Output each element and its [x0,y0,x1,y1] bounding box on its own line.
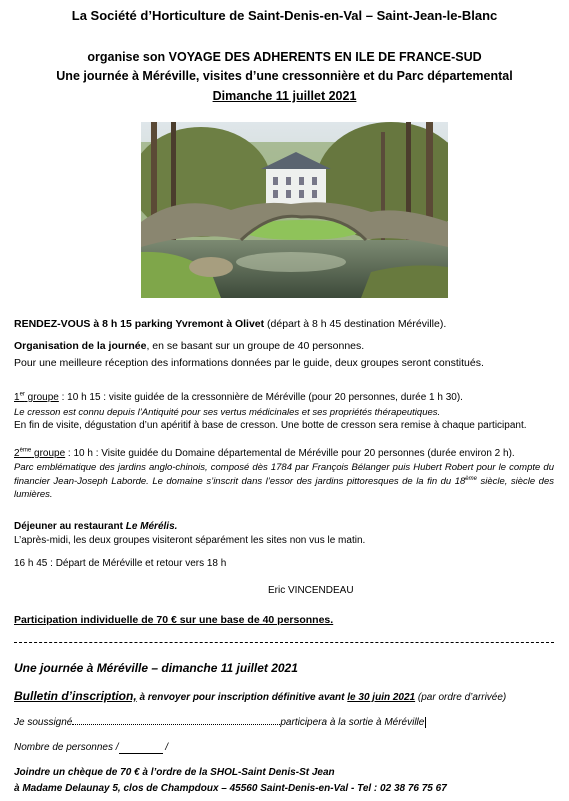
soussigne-line [14,717,426,728]
trip-date-wrap [0,89,569,103]
group1-num: 1 [14,392,20,403]
organisation-line [14,340,554,353]
rendezvous-bold: RENDEZ-VOUS à 8 h 15 parking Yvremont à Olivet [14,318,265,330]
group1-word: groupe [24,392,59,403]
departure-line: 16 h 45 : Départ de Méréville et retour vers 18 h [14,558,227,569]
organisation-bold: Organisation de la journée [14,340,147,352]
group1-text: : 10 h 15 : visite guidée de la cressonnière de Méréville (pour 20 personnes, durée 1 h 30). [58,392,463,403]
lunch-line [14,520,554,533]
group2-sup: ème [19,447,32,454]
group1-sup: er [19,391,25,398]
signature: Eric VINCENDEAU [268,585,354,596]
rendezvous-line [14,318,554,331]
group1-italic: Le cresson est connu depuis l’Antiquité pour ses vertus médicinales et ses propriétés thérapeutiques. [14,407,441,418]
participation: Participation individuelle de 70 € sur une base de 40 personnes. [14,614,334,626]
nombre-label: Nombre de personnes / [14,742,119,753]
society-title: La Société d’Horticulture de Saint-Denis-en-Val – Saint-Jean-le-Blanc [71,8,498,23]
form-title: Une journée à Méréville – dimanche 11 juillet 2021 [14,661,298,675]
lunch-bold: Déjeuner au restaurant [14,521,126,532]
group2-italic [14,461,554,502]
group2-text: : 10 h : Visite guidée du Domaine départemental de Méréville pour 20 personnes (durée environ 2 h). [65,448,515,459]
cheque-line1: Joindre un chèque de 70 € à l’ordre de la SHOL-Saint Denis-St Jean [14,767,335,778]
lunch-restaurant: Le Mérélis. [125,521,178,532]
group1-line3: En fin de visite, dégustation d’un apéritif à base de cresson. Une botte de cresson sera remise à chaque participant. [14,420,527,431]
organisation-line2: Pour une meilleure réception des informations données par le guide, deux groupes seront constitués. [14,357,484,369]
participation-wrap [14,614,554,627]
trip-subtitle: Une journée à Méréville, visites d’une cressonnière et du Parc départemental [56,69,513,83]
group2-italic-sup: ème [465,475,477,482]
persons-count-field[interactable] [119,742,163,754]
organisation-rest: , en se basant sur un groupe de 40 personnes. [146,340,365,352]
bulletin-note: (par ordre d’arrivée) [415,692,507,703]
text-cursor [425,717,426,728]
trip-announcement: organise son VOYAGE DES ADHERENTS EN ILE DE FRANCE-SUD [87,50,482,64]
trip-date: Dimanche 11 juillet 2021 [212,89,357,103]
soussigne-label: Je soussigné [14,717,73,728]
rendezvous-rest: (départ à 8 h 45 destination Méréville). [264,318,447,330]
soussigne-suffix: participera à la sortie à Méréville [280,717,425,728]
group2-word: groupe [31,448,66,459]
group1-line [14,391,554,404]
group2-num: 2 [14,448,20,459]
group2-italic-a: Parc emblématique des jardins anglo-chinois, composé dès 1784 par François Bélanger puis Hubert Robert pour le compte du financier Jean-Joseph Laborde. Le domaine s’inscrit dans l’essor des jardins pittoresques de la fin du 18 [14,462,554,487]
bulletin-text: à renvoyer pour inscription définitive avant [136,692,348,703]
cheque-line2: à Madame Delaunay 5, clos de Champdoux – 45560 Saint-Denis-en-Val - Tel : 02 38 76 75 67 [14,783,447,794]
group2-line [14,447,554,460]
group2-italic-b: siècle, siècle des lumières. [14,475,554,500]
name-field[interactable] [72,724,280,725]
bulletin-line [14,689,506,703]
bulletin-deadline: le 30 juin 2021 [347,692,416,703]
chateau-park-photo [141,122,448,298]
nombre-line [14,742,168,754]
afternoon-line: L’après-midi, les deux groupes visiteront séparément les sites non vus le matin. [14,535,366,546]
bulletin-label: Bulletin d’inscription, [14,689,137,703]
cut-line [14,642,554,643]
nombre-end: / [162,742,169,753]
